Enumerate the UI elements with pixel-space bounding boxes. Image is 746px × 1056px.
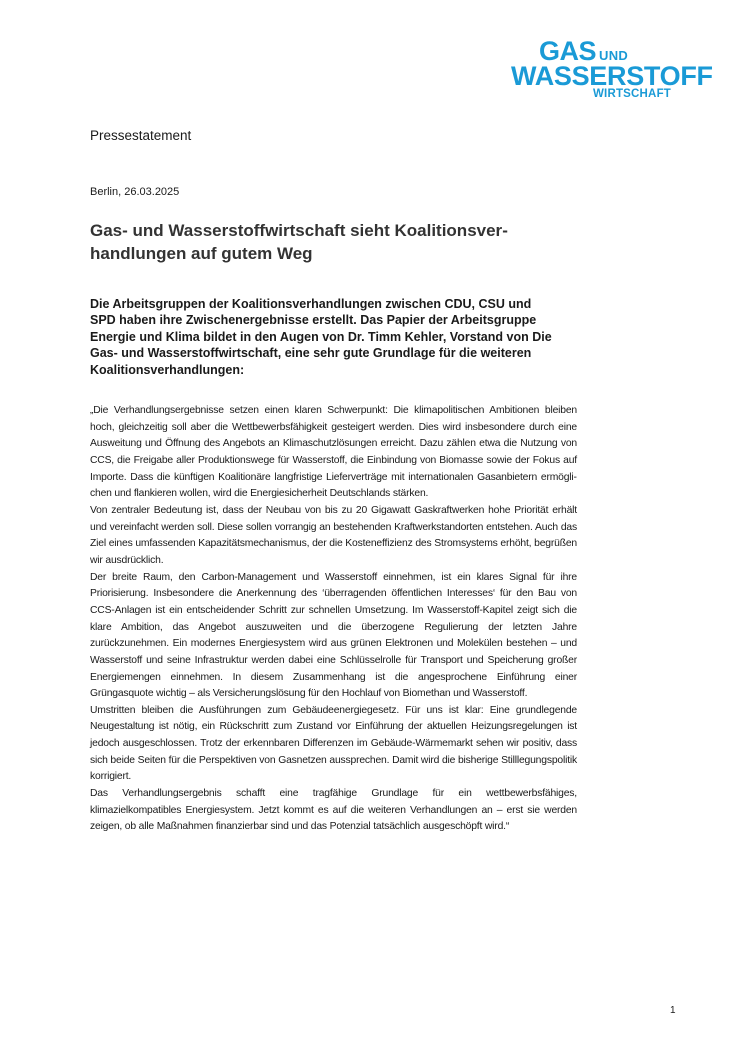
logo-word-und: UND [599, 48, 629, 63]
logo-word-wirtschaft: WIRTSCHAFT [593, 88, 672, 100]
logo-word-gas: GAS [539, 36, 597, 66]
organization-logo [511, 38, 711, 104]
statement-paragraph: „Die Verhandlungsergebnisse setzen einen klaren Schwerpunkt: Die klimapolitischen Ambitionen bleiben hoch, gleichzeitig soll aber die Wettbewerbsfähigkeit gesteigert werden. Dies wird insbesondere durch eine Ausweitung und Öffnung des Angebots an Klimaschutzlösungen erreicht. Dazu zählen etwa die Nutzung von CCS, die Freigabe aller Produktionswege für Wasserstoff, die Einbindung von Biomasse sowie der Fokus auf Importe. Dass die künftigen Koalitionäre langfristige Lieferverträge mit internationalen Gasanbietern ermöglichen und flankieren wollen, wird die Energiesicherheit Deutschlands stärken. [90, 405, 577, 500]
document-type-label: Pressestatement [90, 128, 192, 143]
logo-word-wasserstoff: WASSERSTOFF [511, 61, 713, 91]
lead-paragraph: Die Arbeitsgruppen der Koalitionsverhandlungen zwischen CDU, CSU und SPD haben ihre Zwischenergebnisse erstellt. Das Papier der Arbeitsgruppe Energie und Klima bildet in den Augen von Dr. Timm Kehler, Vorstand von Die Gas- und Wasserstoffwirtschaft, eine sehr gute Grundlage für die weiteren Koalitionsverhandlungen: [90, 297, 552, 377]
page-number: 1 [670, 1005, 676, 1016]
statement-body [90, 403, 577, 836]
statement-paragraph: Von zentraler Bedeutung ist, dass der Neubau von bis zu 20 Gigawatt Gaskraftwerken hohe Priorität erhält und vereinfacht werden soll. Diese sollen vorrangig an bestehenden Kraftwerkstandorten entstehen. Auch das Ziel eines umfassenden Kapazitätsmechanismus, der die Kosteneffizienz des Stromsystems erhöht, begrüßen wir ausdrücklich. [90, 504, 577, 566]
dateline: Berlin, 26.03.2025 [90, 186, 180, 198]
statement-paragraph: Umstritten bleiben die Ausführungen zum Gebäudeenergiegesetz. Für uns ist klar: Eine grundlegende Neugestaltung ist nötig, ein Rückschritt zum Zustand vor Einführung der aktuellen Heizungsregelungen ist jedoch ausgeschlossen. Trotz der erkennbaren Differenzen im Gebäude-Wärmemarkt sehen wir positiv, dass sich beide Seiten für die Perspektiven von Gasnetzen aussprechen. Damit wird die bisherige Stilllegungspolitik korrigiert. [90, 704, 577, 783]
statement-paragraph: Das Verhandlungsergebnis schafft eine tragfähige Grundlage für ein wettbewerbsfähiges, klimazielkompatibles Energiesystem. Jetzt kommt es auf die weiteren Verhandlungen an – erst sie werden zeigen, ob alle Maßnahmen finanzierbar sind und das Potenzial tatsächlich ausgeschöpft wird.“ [90, 788, 577, 833]
headline: Gas- und Wasserstoffwirtschaft sieht Koalitionsverhandlungen auf gutem Weg [90, 221, 508, 263]
statement-paragraph: Der breite Raum, den Carbon-Management und Wasserstoff einnehmen, ist ein klares Signal für ihre Priorisierung. Insbesondere die Anerkennung des ‘überragenden öffentlichen Interesses‘ für den Bau von CCS-Anlagen ist ein entscheidender Schritt zur schnellen Umsetzung. Im Wasserstoff-Kapitel zeigt sich die klare Ambition, das Angebot auszuweiten und die überzogene Regulierung der letzten Jahre zurückzunehmen. Ein modernes Energiesystem wird aus grünen Elektronen und Molekülen bestehen – und Wasserstoff und seine Infrastruktur werden dabei eine Schlüsselrolle für Transport und Speicherung großer Energiemengen einnehmen. In diesem Zusammenhang ist die angesprochene Einführung einer Grüngasquote wichtig – als Versicherungslösung für den Hochlauf von Biomethan und Wasserstoff. [90, 571, 577, 700]
